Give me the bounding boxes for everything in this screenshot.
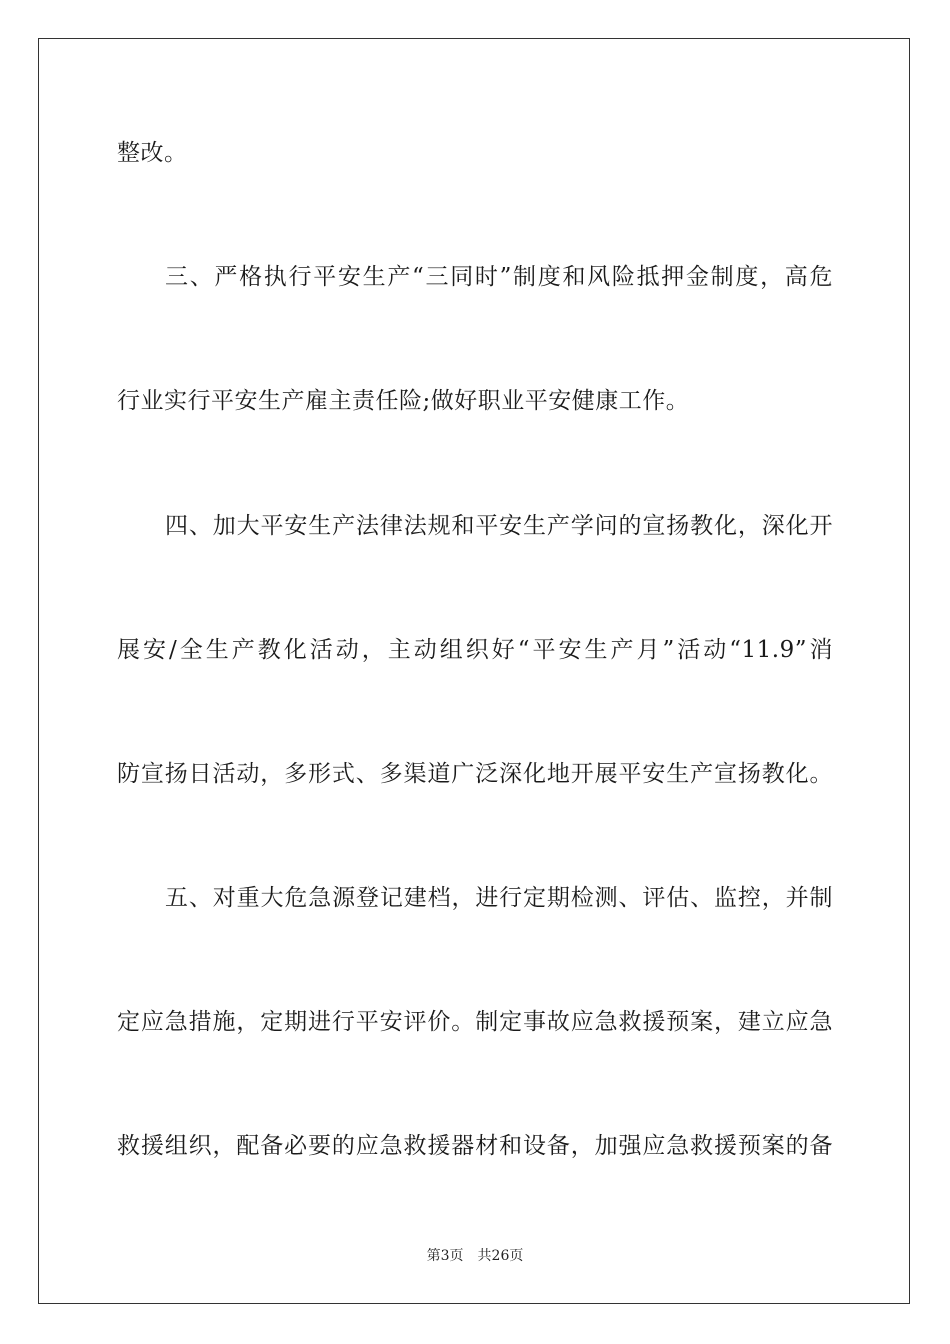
- page-footer: [0, 1245, 950, 1265]
- paragraph-line: 展安/全生产教化活动，主动组织好“平安生产月”活动“11.9”消: [117, 637, 833, 663]
- total-pages: 共26页: [477, 1248, 524, 1264]
- paragraph-line: 救援组织，配备必要的应急救援器材和设备，加强应急救援预案的备: [117, 1133, 833, 1159]
- paragraph-line: 四、加大平安生产法律法规和平安生产学问的宣扬教化，深化开: [165, 513, 833, 539]
- paragraph-line: 三、严格执行平安生产“三同时”制度和风险抵押金制度，高危: [165, 264, 833, 290]
- page-number: 第3页: [426, 1248, 464, 1264]
- paragraph-line: 整改。: [117, 140, 188, 166]
- paragraph-line: 定应急措施，定期进行平安评价。制定事故应急救援预案，建立应急: [117, 1009, 833, 1035]
- paragraph-line: 五、对重大危急源登记建档，进行定期检测、评估、监控，并制: [165, 885, 833, 911]
- page-border: [38, 38, 910, 1304]
- paragraph-line: 防宣扬日活动，多形式、多渠道广泛深化地开展平安生产宣扬教化。: [117, 761, 833, 787]
- paragraph-line: 行业实行平安生产雇主责任险;做好职业平安健康工作。: [117, 388, 690, 414]
